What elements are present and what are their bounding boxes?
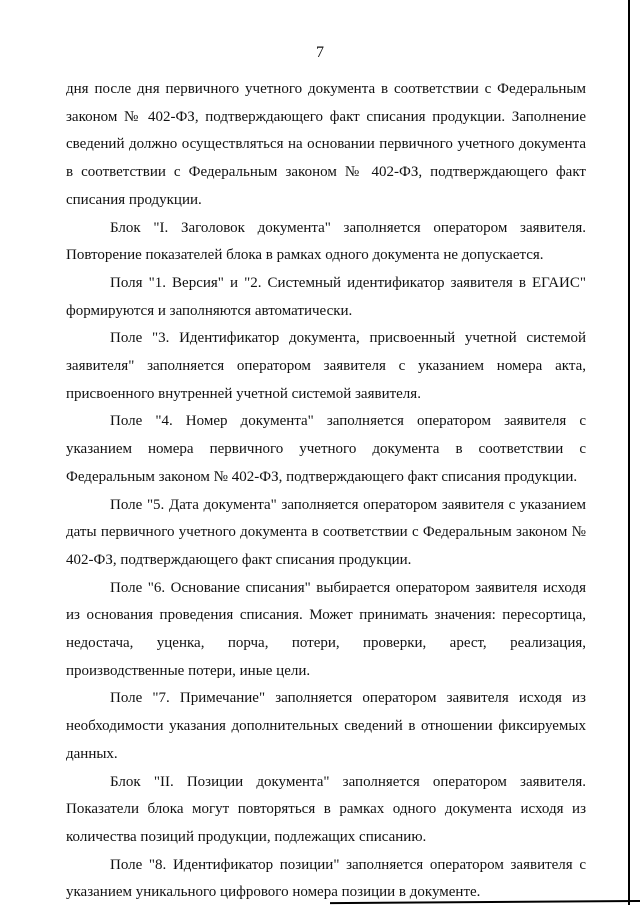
document-body xyxy=(66,76,586,907)
paragraph-block-2-positions: Блок "II. Позиции документа" заполняется оператором заявителя. Показатели блока могут повторяться в рамках одного документа исходя из количества позиций продукции, подлежащих списанию. xyxy=(66,773,586,845)
paragraph-field-5: Поле "5. Дата документа" заполняется оператором заявителя с указанием даты первичного учетного документа в соответствии с Федеральным законом № 402-ФЗ, подтверждающего факт списания продукции. xyxy=(66,496,586,568)
paragraph-field-6: Поле "6. Основание списания" выбирается оператором заявителя исходя из основания проведения списания. Может принимать значения: пересортица, недостача, уценка, порча, потери, проверки, арест, реализация, производственные потери, иные цели. xyxy=(66,579,586,679)
paragraph-field-8: Поле "8. Идентификатор позиции" заполняется оператором заявителя с указанием уникального цифрового номера позиции в документе. xyxy=(66,856,586,901)
page-number: 7 xyxy=(316,44,324,61)
paragraph-field-4: Поле "4. Номер документа" заполняется оператором заявителя с указанием номера первичного учетного документа в соответствии с Федеральным законом № 402-ФЗ, подтверждающего факт списания продукции. xyxy=(66,413,586,485)
paragraph-fields-1-2: Поля "1. Версия" и "2. Системный идентификатор заявителя в ЕГАИС" формируются и заполняются автоматически. xyxy=(66,274,586,319)
paragraph-continuation: дня после дня первичного учетного документа в соответствии с Федеральным законом № 402-ФЗ, подтверждающего факт списания продукции. Заполнение сведений должно осуществляться на основании первичного учетного документа в соответствии с Федеральным законом № 402-ФЗ, подтверждающего факт списания продукции. xyxy=(66,81,586,208)
paragraph-block-1-header: Блок "I. Заголовок документа" заполняется оператором заявителя. Повторение показателей блока в рамках одного документа не допускается. xyxy=(66,219,586,264)
paragraph-field-7: Поле "7. Примечание" заполняется оператором заявителя исходя из необходимости указания дополнительных сведений в отношении фиксируемых данных. xyxy=(66,690,586,762)
scan-edge-right xyxy=(628,0,630,905)
paragraph-field-3: Поле "3. Идентификатор документа, присвоенный учетной системой заявителя" заполняется оператором заявителя с указанием номера акта, присвоенного внутренней учетной системой заявителя. xyxy=(66,330,586,402)
